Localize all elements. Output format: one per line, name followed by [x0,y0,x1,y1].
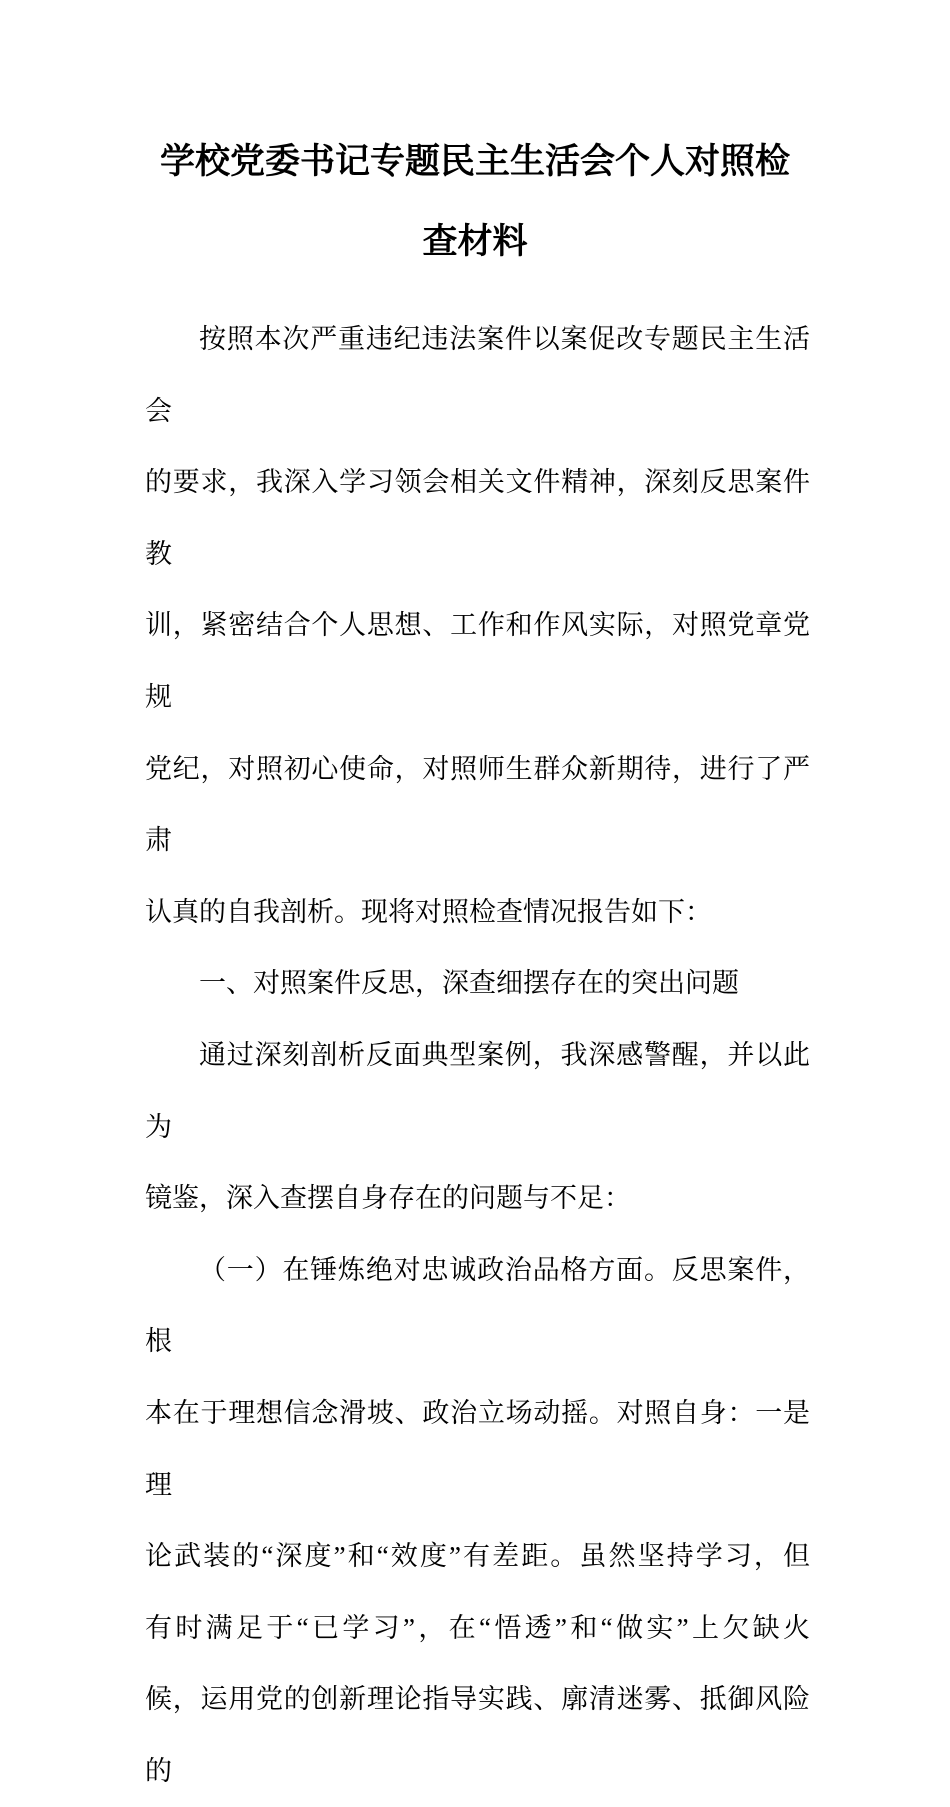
document-title [0,122,950,282]
body-line: 认真的自我剖析。现将对照检查情况报告如下： [145,896,712,927]
body-line: 有时满足于“已学习”，在“悟透”和“做实”上欠缺火 [145,1612,810,1643]
body-line: 本在于理想信念滑坡、政治立场动摇。对照自身：一是理 [145,1397,810,1500]
body-line: 镜鉴，深入查摆自身存在的问题与不足： [145,1183,631,1214]
document-body [145,304,810,1807]
subsection-line: （一）在锤炼绝对忠诚政治品格方面。反思案件，根 [145,1254,810,1357]
body-line: 按照本次严重违纪违法案件以案促改专题民主生活会 [145,324,810,426]
body-line: 党纪，对照初心使命，对照师生群众新期待，进行了严肃 [145,753,810,856]
body-line: 的要求，我深入学习领会相关文件精神，深刻反思案件教 [145,467,810,569]
section-heading-line: 一、对照案件反思，深查细摆存在的突出问题 [199,968,739,999]
document-page [0,122,950,1786]
body-line: 论武装的“深度”和“效度”有差距。虽然坚持学习，但 [145,1541,810,1572]
body-line: 训，紧密结合个人思想、工作和作风实际，对照党章党规 [145,610,810,712]
body-line: 候，运用党的创新理论指导实践、廓清迷雾、抵御风险的 [145,1684,810,1786]
title-line: 查材料 [422,222,528,261]
title-line: 学校党委书记专题民主生活会个人对照检 [159,142,790,181]
body-line: 通过深刻剖析反面典型案例，我深感警醒，并以此为 [145,1039,810,1142]
